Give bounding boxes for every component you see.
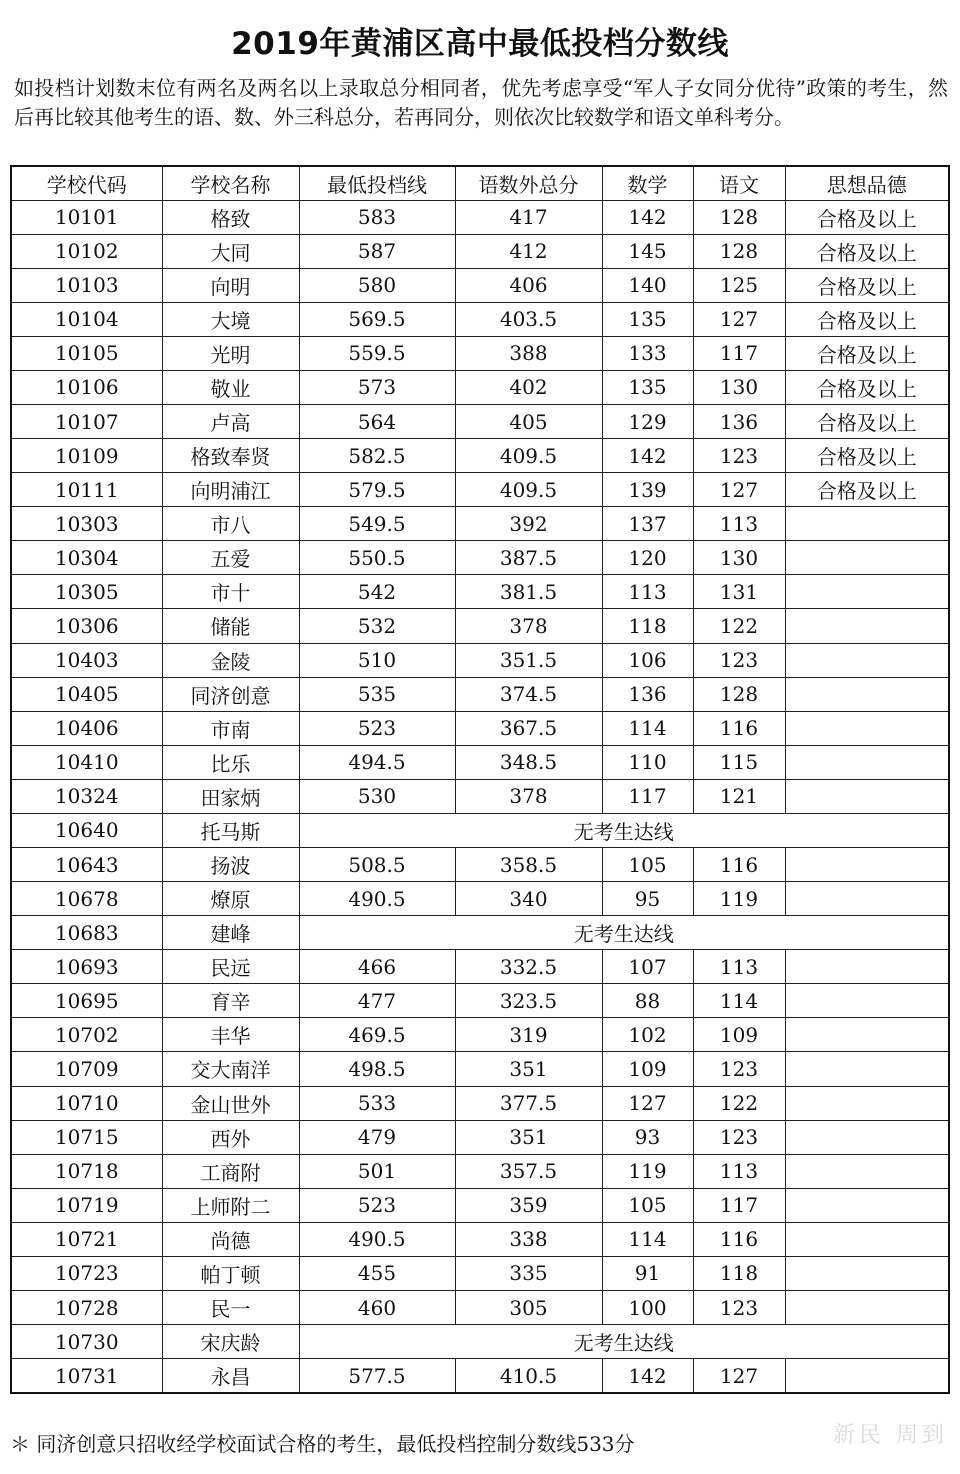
cell-total-score: 405: [455, 404, 602, 438]
table-row: [11, 1086, 949, 1120]
cell-math: 110: [602, 745, 693, 779]
table-row: [11, 1291, 949, 1325]
cell-total-score: 374.5: [455, 677, 602, 711]
cell-school-code: 10303: [11, 507, 162, 541]
header-moral: 思想品德: [785, 166, 949, 200]
cell-school-name: 育辛: [162, 984, 299, 1018]
cell-chinese: 116: [693, 711, 785, 745]
cell-chinese: 116: [693, 1222, 785, 1256]
cell-math: 105: [602, 1188, 693, 1222]
cell-total-score: 381.5: [455, 575, 602, 609]
score-table: [10, 165, 950, 1394]
cell-school-name: 交大南洋: [162, 1052, 299, 1086]
cell-school-code: 10678: [11, 882, 162, 916]
cell-moral: [785, 507, 949, 541]
cell-school-code: 10106: [11, 370, 162, 404]
cell-school-name: 建峰: [162, 916, 299, 950]
cell-math: 114: [602, 711, 693, 745]
cell-school-name: 市南: [162, 711, 299, 745]
cell-school-name: 民远: [162, 950, 299, 984]
table-row: [11, 234, 949, 268]
table-row: [11, 813, 949, 847]
cell-school-code: 10731: [11, 1359, 162, 1393]
cell-total-score: 348.5: [455, 745, 602, 779]
table-body: [11, 200, 949, 1393]
cell-moral: [785, 1018, 949, 1052]
cell-min-score: 490.5: [299, 882, 455, 916]
cell-moral: [785, 1052, 949, 1086]
cell-moral: [785, 1188, 949, 1222]
cell-moral: 合格及以上: [785, 200, 949, 234]
cell-chinese: 113: [693, 1154, 785, 1188]
cell-total-score: 388: [455, 336, 602, 370]
cell-total-score: 409.5: [455, 473, 602, 507]
cell-min-score: 532: [299, 609, 455, 643]
cell-school-code: 10102: [11, 234, 162, 268]
cell-chinese: 128: [693, 677, 785, 711]
cell-school-code: 10109: [11, 439, 162, 473]
cell-min-score: 479: [299, 1120, 455, 1154]
cell-math: 139: [602, 473, 693, 507]
table-row: [11, 1256, 949, 1290]
table-row: [11, 302, 949, 336]
cell-moral: [785, 643, 949, 677]
cell-school-name: 托马斯: [162, 813, 299, 847]
cell-moral: [785, 1222, 949, 1256]
cell-chinese: 121: [693, 779, 785, 813]
cell-chinese: 115: [693, 745, 785, 779]
cell-total-score: 359: [455, 1188, 602, 1222]
cell-min-score: 530: [299, 779, 455, 813]
cell-chinese: 127: [693, 473, 785, 507]
cell-math: 136: [602, 677, 693, 711]
cell-math: 145: [602, 234, 693, 268]
cell-school-name: 五爱: [162, 541, 299, 575]
header-chinese: 语文: [693, 166, 785, 200]
cell-moral: [785, 950, 949, 984]
cell-school-code: 10643: [11, 847, 162, 881]
cell-chinese: 113: [693, 507, 785, 541]
cell-school-name: 扬波: [162, 847, 299, 881]
cell-school-name: 格致: [162, 200, 299, 234]
page-title: 2019年黄浦区高中最低投档分数线: [231, 26, 729, 62]
cell-chinese: 128: [693, 234, 785, 268]
cell-chinese: 117: [693, 1188, 785, 1222]
cell-min-score: 477: [299, 984, 455, 1018]
cell-chinese: 113: [693, 950, 785, 984]
table-row: [11, 916, 949, 950]
cell-math: 129: [602, 404, 693, 438]
cell-min-score: 569.5: [299, 302, 455, 336]
cell-school-name: 尚德: [162, 1222, 299, 1256]
cell-total-score: 340: [455, 882, 602, 916]
cell-math: 113: [602, 575, 693, 609]
cell-school-code: 10406: [11, 711, 162, 745]
cell-total-score: 417: [455, 200, 602, 234]
cell-school-name: 民一: [162, 1291, 299, 1325]
cell-school-code: 10324: [11, 779, 162, 813]
cell-total-score: 305: [455, 1291, 602, 1325]
cell-school-code: 10719: [11, 1188, 162, 1222]
cell-school-code: 10702: [11, 1018, 162, 1052]
footnote: ＊ 同济创意只招收经学校面试合格的考生，最低投档控制分数线533分: [10, 1432, 635, 1456]
cell-school-code: 10410: [11, 745, 162, 779]
cell-moral: 合格及以上: [785, 439, 949, 473]
cell-chinese: 123: [693, 439, 785, 473]
cell-school-name: 光明: [162, 336, 299, 370]
table-row: [11, 336, 949, 370]
cell-school-code: 10721: [11, 1222, 162, 1256]
cell-moral: [785, 677, 949, 711]
cell-chinese: 122: [693, 1086, 785, 1120]
cell-min-score: 564: [299, 404, 455, 438]
cell-school-name: 丰华: [162, 1018, 299, 1052]
cell-total-score: 367.5: [455, 711, 602, 745]
cell-school-code: 10715: [11, 1120, 162, 1154]
cell-school-name: 同济创意: [162, 677, 299, 711]
table-row: [11, 609, 949, 643]
header-school-code: 学校代码: [11, 166, 162, 200]
cell-min-score: 542: [299, 575, 455, 609]
table-row: [11, 1154, 949, 1188]
cell-chinese: 109: [693, 1018, 785, 1052]
cell-min-score: 501: [299, 1154, 455, 1188]
table-row: [11, 541, 949, 575]
cell-math: 114: [602, 1222, 693, 1256]
cell-school-code: 10693: [11, 950, 162, 984]
table-row: [11, 1359, 949, 1393]
cell-school-code: 10111: [11, 473, 162, 507]
intro-paragraph: 如投档计划数末位有两名及两名以上录取总分相同者，优先考虑享受“军人子女同分优待”政策的考生，然后再比较其他考生的语、数、外三科总分，若再同分，则依次比较数学和语文单科考分。: [14, 76, 948, 129]
cell-school-code: 10709: [11, 1052, 162, 1086]
cell-school-code: 10728: [11, 1291, 162, 1325]
table-row: [11, 847, 949, 881]
cell-school-name: 比乐: [162, 745, 299, 779]
cell-min-score: 490.5: [299, 1222, 455, 1256]
table-row: [11, 370, 949, 404]
cell-min-score: 550.5: [299, 541, 455, 575]
table-row: [11, 268, 949, 302]
cell-min-score: 535: [299, 677, 455, 711]
table-row: [11, 711, 949, 745]
table-row: [11, 745, 949, 779]
cell-chinese: 119: [693, 882, 785, 916]
cell-chinese: 130: [693, 370, 785, 404]
cell-min-score: 559.5: [299, 336, 455, 370]
cell-chinese: 127: [693, 1359, 785, 1393]
cell-chinese: 123: [693, 1052, 785, 1086]
cell-total-score: 319: [455, 1018, 602, 1052]
cell-no-qualifier-note: 无考生达线: [299, 813, 949, 847]
cell-min-score: 494.5: [299, 745, 455, 779]
cell-moral: 合格及以上: [785, 404, 949, 438]
cell-chinese: 123: [693, 643, 785, 677]
table-row: [11, 200, 949, 234]
cell-min-score: 582.5: [299, 439, 455, 473]
cell-total-score: 358.5: [455, 847, 602, 881]
cell-school-name: 工商附: [162, 1154, 299, 1188]
cell-math: 142: [602, 200, 693, 234]
cell-min-score: 498.5: [299, 1052, 455, 1086]
cell-school-code: 10723: [11, 1256, 162, 1290]
cell-min-score: 508.5: [299, 847, 455, 881]
cell-moral: [785, 711, 949, 745]
cell-min-score: 469.5: [299, 1018, 455, 1052]
cell-moral: [785, 1086, 949, 1120]
table-row: [11, 882, 949, 916]
cell-min-score: 533: [299, 1086, 455, 1120]
cell-school-name: 燎原: [162, 882, 299, 916]
cell-school-name: 金山世外: [162, 1086, 299, 1120]
cell-school-name: 向明浦江: [162, 473, 299, 507]
table-row: [11, 473, 949, 507]
table-row: [11, 1052, 949, 1086]
cell-min-score: 510: [299, 643, 455, 677]
cell-math: 102: [602, 1018, 693, 1052]
cell-school-name: 西外: [162, 1120, 299, 1154]
table-row: [11, 1188, 949, 1222]
cell-math: 133: [602, 336, 693, 370]
cell-total-score: 392: [455, 507, 602, 541]
cell-moral: [785, 1154, 949, 1188]
cell-school-name: 大境: [162, 302, 299, 336]
cell-math: 142: [602, 1359, 693, 1393]
cell-school-name: 卢高: [162, 404, 299, 438]
cell-school-name: 帕丁顿: [162, 1256, 299, 1290]
table-row: [11, 1120, 949, 1154]
cell-school-code: 10710: [11, 1086, 162, 1120]
table-row: [11, 404, 949, 438]
cell-moral: [785, 779, 949, 813]
cell-chinese: 123: [693, 1120, 785, 1154]
cell-moral: 合格及以上: [785, 473, 949, 507]
cell-school-code: 10103: [11, 268, 162, 302]
cell-chinese: 123: [693, 1291, 785, 1325]
cell-math: 88: [602, 984, 693, 1018]
cell-total-score: 410.5: [455, 1359, 602, 1393]
cell-chinese: 117: [693, 336, 785, 370]
header-total-score: 语数外总分: [455, 166, 602, 200]
cell-moral: [785, 575, 949, 609]
cell-total-score: 351.5: [455, 643, 602, 677]
header-min-score: 最低投档线: [299, 166, 455, 200]
cell-math: 118: [602, 609, 693, 643]
cell-math: 100: [602, 1291, 693, 1325]
cell-math: 137: [602, 507, 693, 541]
cell-no-qualifier-note: 无考生达线: [299, 1325, 949, 1359]
cell-school-code: 10107: [11, 404, 162, 438]
cell-chinese: 118: [693, 1256, 785, 1290]
cell-school-name: 市十: [162, 575, 299, 609]
cell-school-name: 储能: [162, 609, 299, 643]
cell-math: 109: [602, 1052, 693, 1086]
cell-school-name: 田家炳: [162, 779, 299, 813]
cell-school-code: 10101: [11, 200, 162, 234]
table-row: [11, 1325, 949, 1359]
cell-moral: [785, 1359, 949, 1393]
cell-school-name: 市八: [162, 507, 299, 541]
cell-moral: [785, 745, 949, 779]
cell-moral: [785, 984, 949, 1018]
table-row: [11, 950, 949, 984]
cell-math: 117: [602, 779, 693, 813]
watermark-logo: 新民 周到: [833, 1423, 948, 1448]
cell-min-score: 580: [299, 268, 455, 302]
header-math: 数学: [602, 166, 693, 200]
cell-min-score: 577.5: [299, 1359, 455, 1393]
cell-total-score: 377.5: [455, 1086, 602, 1120]
cell-math: 95: [602, 882, 693, 916]
cell-math: 142: [602, 439, 693, 473]
cell-min-score: 460: [299, 1291, 455, 1325]
table-row: [11, 779, 949, 813]
cell-math: 91: [602, 1256, 693, 1290]
cell-school-code: 10640: [11, 813, 162, 847]
cell-math: 106: [602, 643, 693, 677]
cell-moral: [785, 1256, 949, 1290]
cell-school-code: 10730: [11, 1325, 162, 1359]
cell-total-score: 323.5: [455, 984, 602, 1018]
cell-math: 135: [602, 370, 693, 404]
cell-min-score: 523: [299, 1188, 455, 1222]
cell-school-name: 格致奉贤: [162, 439, 299, 473]
cell-school-name: 敬业: [162, 370, 299, 404]
cell-min-score: 466: [299, 950, 455, 984]
cell-chinese: 127: [693, 302, 785, 336]
table-header-row: [11, 166, 949, 200]
cell-school-name: 向明: [162, 268, 299, 302]
table-row: [11, 575, 949, 609]
cell-chinese: 128: [693, 200, 785, 234]
cell-math: 105: [602, 847, 693, 881]
cell-min-score: 587: [299, 234, 455, 268]
cell-school-code: 10305: [11, 575, 162, 609]
cell-school-code: 10718: [11, 1154, 162, 1188]
cell-math: 107: [602, 950, 693, 984]
cell-total-score: 357.5: [455, 1154, 602, 1188]
cell-chinese: 125: [693, 268, 785, 302]
cell-chinese: 116: [693, 847, 785, 881]
table-row: [11, 507, 949, 541]
cell-total-score: 402: [455, 370, 602, 404]
cell-math: 93: [602, 1120, 693, 1154]
cell-total-score: 378: [455, 609, 602, 643]
cell-chinese: 131: [693, 575, 785, 609]
table-row: [11, 984, 949, 1018]
cell-school-code: 10306: [11, 609, 162, 643]
cell-chinese: 114: [693, 984, 785, 1018]
cell-total-score: 378: [455, 779, 602, 813]
cell-total-score: 335: [455, 1256, 602, 1290]
cell-chinese: 136: [693, 404, 785, 438]
cell-moral: [785, 1291, 949, 1325]
cell-school-name: 宋庆龄: [162, 1325, 299, 1359]
cell-moral: 合格及以上: [785, 268, 949, 302]
cell-chinese: 130: [693, 541, 785, 575]
cell-math: 140: [602, 268, 693, 302]
cell-school-code: 10105: [11, 336, 162, 370]
cell-school-name: 上师附二: [162, 1188, 299, 1222]
cell-school-code: 10405: [11, 677, 162, 711]
table-row: [11, 1018, 949, 1052]
table-row: [11, 439, 949, 473]
cell-moral: [785, 1120, 949, 1154]
cell-school-name: 金陵: [162, 643, 299, 677]
cell-math: 120: [602, 541, 693, 575]
cell-min-score: 523: [299, 711, 455, 745]
cell-total-score: 409.5: [455, 439, 602, 473]
cell-total-score: 412: [455, 234, 602, 268]
cell-min-score: 579.5: [299, 473, 455, 507]
cell-min-score: 549.5: [299, 507, 455, 541]
cell-moral: [785, 847, 949, 881]
cell-school-name: 大同: [162, 234, 299, 268]
cell-min-score: 573: [299, 370, 455, 404]
header-school-name: 学校名称: [162, 166, 299, 200]
cell-math: 119: [602, 1154, 693, 1188]
table-row: [11, 643, 949, 677]
table-row: [11, 1222, 949, 1256]
cell-school-code: 10683: [11, 916, 162, 950]
cell-moral: 合格及以上: [785, 370, 949, 404]
cell-chinese: 122: [693, 609, 785, 643]
cell-total-score: 351: [455, 1120, 602, 1154]
cell-total-score: 406: [455, 268, 602, 302]
cell-min-score: 583: [299, 200, 455, 234]
cell-moral: 合格及以上: [785, 234, 949, 268]
cell-no-qualifier-note: 无考生达线: [299, 916, 949, 950]
cell-math: 127: [602, 1086, 693, 1120]
cell-moral: 合格及以上: [785, 302, 949, 336]
cell-school-code: 10104: [11, 302, 162, 336]
cell-moral: 合格及以上: [785, 336, 949, 370]
cell-school-code: 10695: [11, 984, 162, 1018]
cell-school-code: 10403: [11, 643, 162, 677]
cell-total-score: 351: [455, 1052, 602, 1086]
cell-school-name: 永昌: [162, 1359, 299, 1393]
cell-total-score: 403.5: [455, 302, 602, 336]
cell-total-score: 338: [455, 1222, 602, 1256]
cell-moral: [785, 541, 949, 575]
cell-total-score: 387.5: [455, 541, 602, 575]
cell-total-score: 332.5: [455, 950, 602, 984]
cell-moral: [785, 609, 949, 643]
cell-school-code: 10304: [11, 541, 162, 575]
cell-moral: [785, 882, 949, 916]
cell-math: 135: [602, 302, 693, 336]
table-row: [11, 677, 949, 711]
cell-min-score: 455: [299, 1256, 455, 1290]
